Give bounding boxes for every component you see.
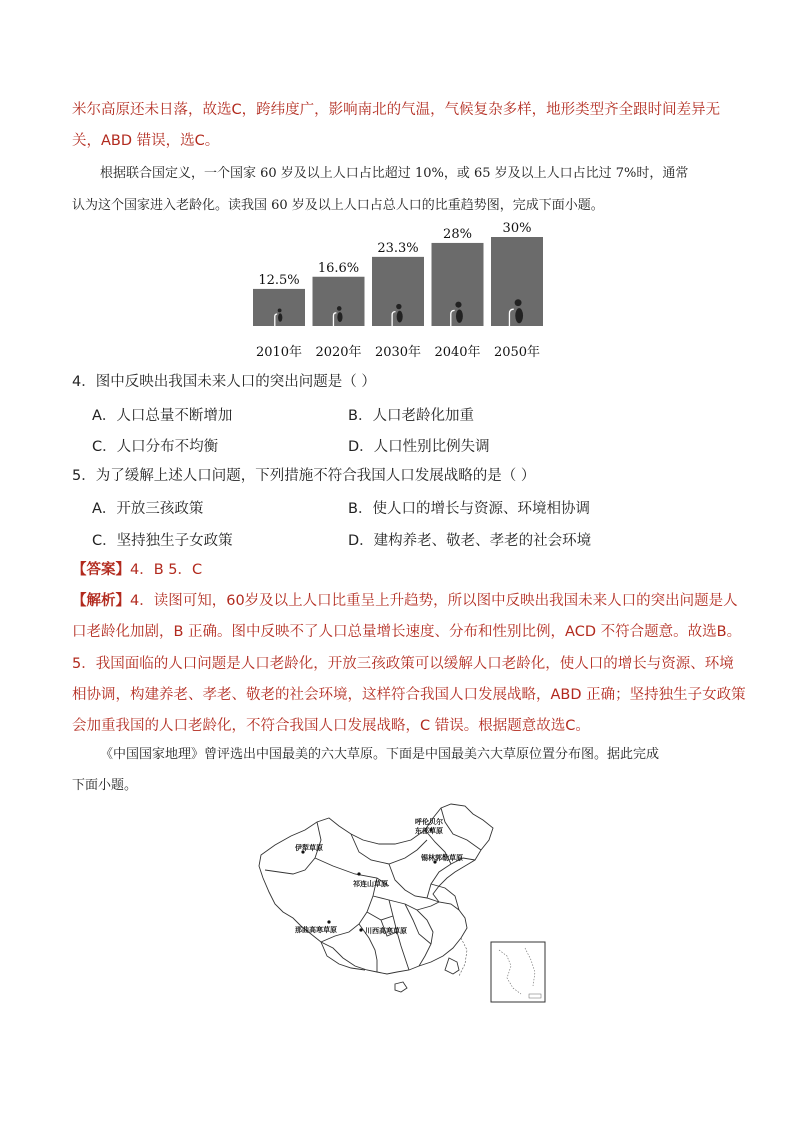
passage-2-line-2: 下面小题。 bbox=[72, 778, 138, 793]
elder-body-icon bbox=[515, 308, 523, 323]
q4-option-b: B．人口老龄化加重 bbox=[348, 408, 474, 424]
china-grassland-map bbox=[255, 800, 555, 1010]
q4-option-c: C．人口分布不均衡 bbox=[92, 439, 219, 455]
chart-category-label: 2030年 bbox=[374, 345, 422, 360]
chart-value-label: 16.6% bbox=[317, 260, 360, 276]
q5-option-c: C．坚持独生子女政策 bbox=[92, 533, 233, 549]
q4-option-d: D．人口性别比例失调 bbox=[348, 439, 490, 455]
elder-body-icon bbox=[397, 311, 403, 323]
label-xilingol: 锡林郭勒草原 bbox=[421, 854, 463, 862]
chart-value-label: 12.5% bbox=[258, 272, 300, 288]
q4-stem: 4．图中反映出我国未来人口的突出问题是（ ） bbox=[72, 374, 376, 390]
chart-value-label: 28% bbox=[443, 226, 472, 242]
taiwan-outline bbox=[445, 958, 459, 974]
elder-body-icon bbox=[278, 313, 282, 321]
chart-value-label: 23.3% bbox=[377, 240, 419, 256]
passage-1-line-2: 认为这个国家进入老龄化。读我国 60 岁及以上人口占总人口的比重趋势图，完成下面小题。 bbox=[72, 198, 604, 213]
label-qilian: 祁连山草原 bbox=[353, 880, 388, 888]
answer-tag: 【答案】 bbox=[72, 562, 130, 578]
aging-population-chart bbox=[246, 222, 556, 362]
label-naqu: 那曲高寒草原 bbox=[295, 926, 337, 934]
passage-1-line-1: 根据联合国定义，一个国家 60 岁及以上人口占比超过 10%，或 65 岁及以上人口占比过 7%时，通常 bbox=[100, 166, 689, 181]
elder-head-icon bbox=[455, 302, 461, 308]
analysis-line-4: 相协调，构建养老、孝老、敬老的社会环境，这样符合我国人口发展战略，ABD 正确；坚持独生子女政策 bbox=[72, 687, 746, 703]
chart-category-label: 2020年 bbox=[315, 345, 362, 360]
chuanxi-marker bbox=[359, 928, 362, 931]
chart-category-label: 2050年 bbox=[493, 345, 541, 360]
q5-option-d: D．建构养老、敬老、孝老的社会环境 bbox=[348, 533, 592, 549]
elder-head-icon bbox=[396, 304, 401, 309]
label-chuanxi: 川西高寒草原 bbox=[365, 927, 407, 935]
answer-line bbox=[72, 560, 202, 580]
prev-answer-line-2: 关，ABD 错误，选C。 bbox=[72, 133, 220, 149]
south-china-sea-inset bbox=[491, 942, 545, 1002]
label-hulunbuir-2: 东部草原 bbox=[415, 827, 443, 835]
naqu-marker bbox=[327, 920, 330, 923]
elder-body-icon bbox=[456, 309, 463, 322]
chart-category-label: 2010年 bbox=[255, 345, 303, 360]
analysis-line-3: 5．我国面临的人口问题是人口老龄化，开放三孩政策可以缓解人口老龄化，使人口的增长与资源、环境 bbox=[72, 656, 734, 672]
elder-head-icon bbox=[337, 306, 342, 311]
chart-value-label: 30% bbox=[502, 222, 532, 236]
q5-option-b: B．使人口的增长与资源、环境相协调 bbox=[348, 501, 590, 517]
analysis-line-1 bbox=[72, 591, 738, 611]
label-hulunbuir-1: 呼伦贝尔 bbox=[415, 818, 443, 826]
prev-answer-line-1: 米尔高原还未日落，故选C，跨纬度广，影响南北的气温，气候复杂多样，地形类型齐全跟时间差异无 bbox=[72, 102, 721, 118]
analysis-line-5: 会加重我国的人口老龄化，不符合我国人口发展战略，C 错误。根据题意故选C。 bbox=[72, 718, 590, 734]
analysis-tag: 【解析】 bbox=[72, 593, 130, 609]
analysis-line-2: 口老龄化加剧，B 正确。图中反映不了人口总量增长速度、分布和性别比例，ACD 不符合题意。故选B。 bbox=[72, 624, 742, 640]
q5-stem: 5．为了缓解上述人口问题，下列措施不符合我国人口发展战略的是（ ） bbox=[72, 468, 536, 484]
answer-text: 4．B 5．C bbox=[130, 562, 203, 578]
elder-head-icon bbox=[515, 299, 522, 306]
q4-option-a: A．人口总量不断增加 bbox=[92, 408, 233, 424]
q5-option-a: A．开放三孩政策 bbox=[92, 501, 204, 517]
coastline-dots bbox=[459, 938, 467, 976]
chart-category-label: 2040年 bbox=[434, 345, 481, 360]
label-yili: 伊犁草原 bbox=[295, 844, 323, 852]
passage-2-line-1: 《中国国家地理》曾评选出中国最美的六大草原。下面是中国最美六大草原位置分布图。据此完成 bbox=[100, 747, 660, 762]
elder-head-icon bbox=[278, 308, 282, 312]
china-outline bbox=[259, 804, 493, 974]
qilian-marker bbox=[357, 872, 360, 875]
hainan-outline bbox=[395, 982, 407, 992]
analysis-text-1: 4．读图可知，60岁及以上人口比重呈上升趋势，所以图中反映出我国未来人口的突出问题是人 bbox=[130, 593, 738, 609]
elder-body-icon bbox=[337, 312, 342, 322]
